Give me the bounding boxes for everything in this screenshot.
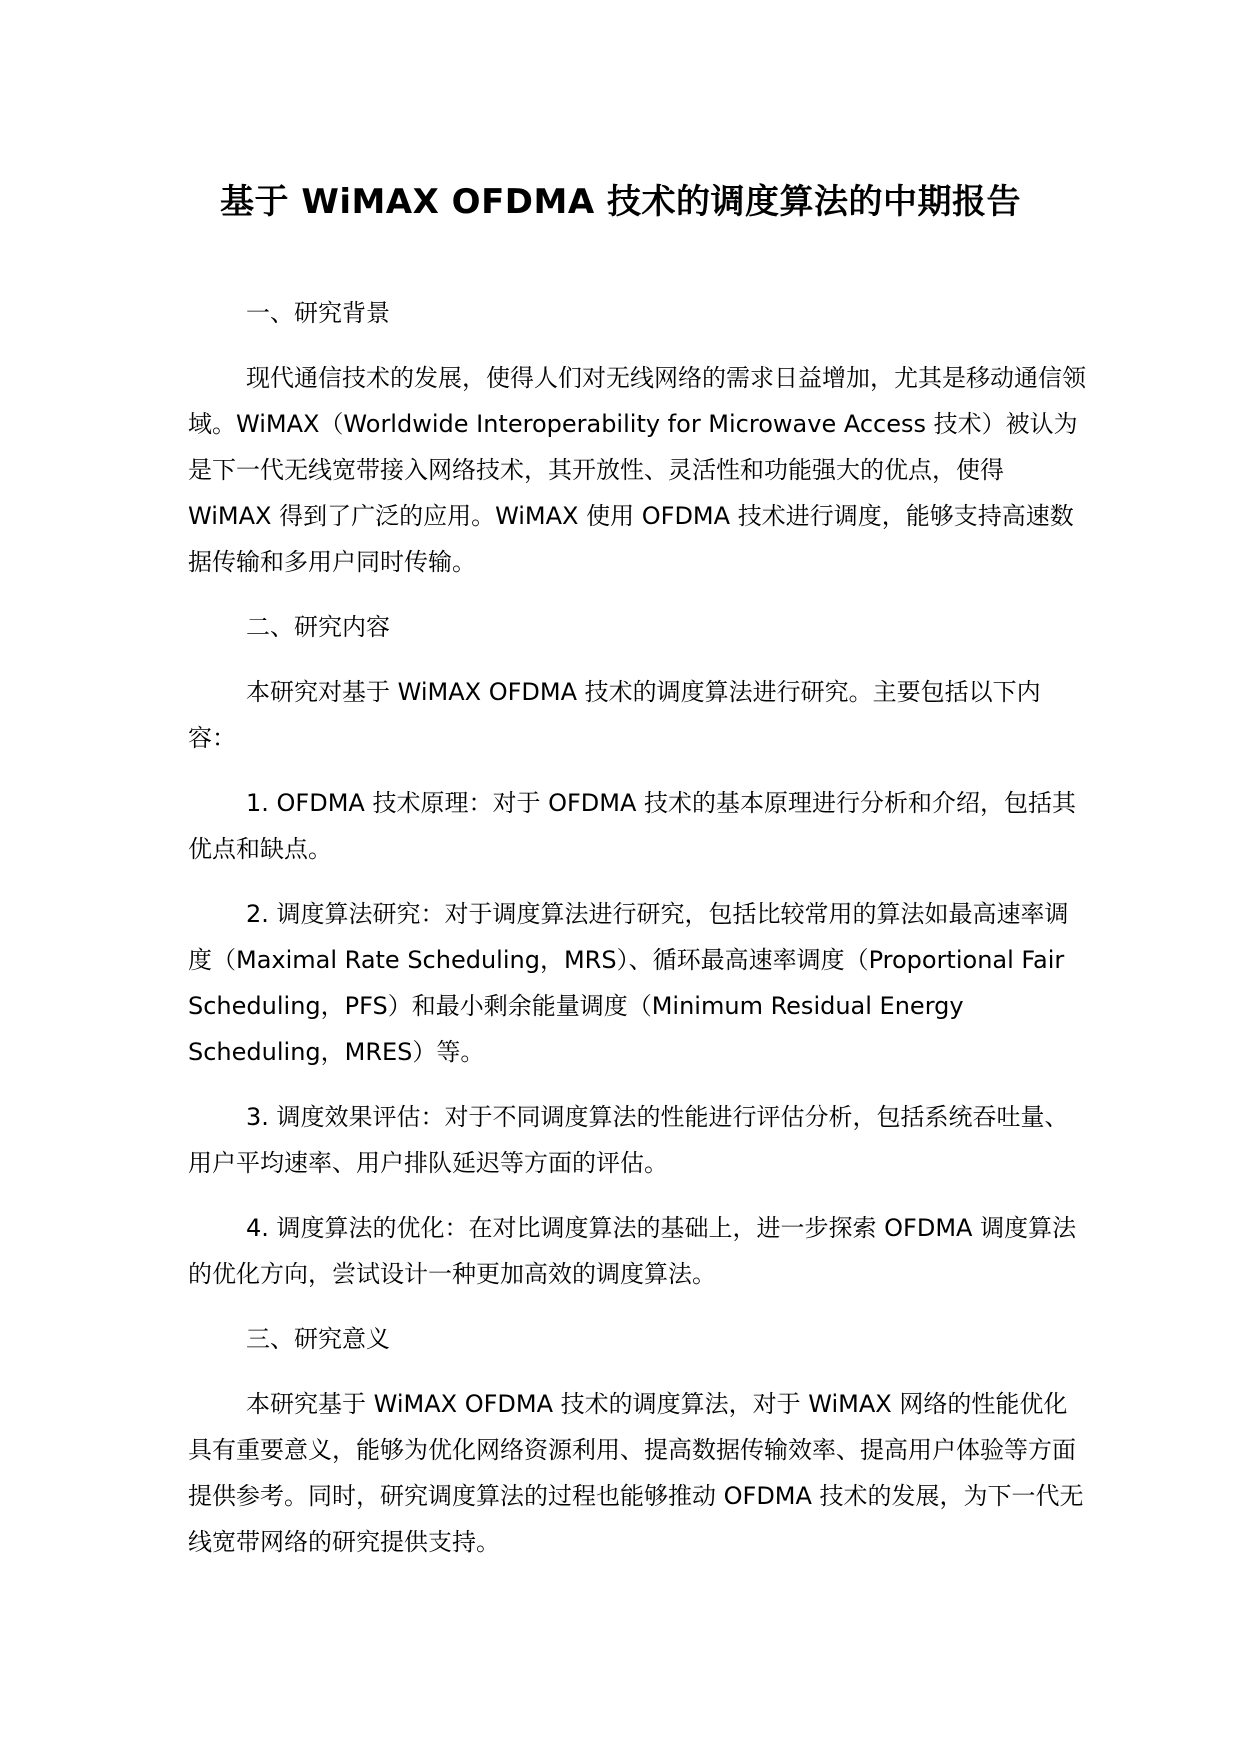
document-body (188, 290, 1088, 1584)
section-heading-content: 二、研究内容 (246, 613, 390, 641)
section-heading-significance: 三、研究意义 (246, 1325, 390, 1353)
paragraph-content-intro: 本研究对基于 WiMAX OFDMA 技术的调度算法进行研究。主要包括以下内容： (188, 678, 1041, 752)
list-item-scheduling-research: 2. 调度算法研究：对于调度算法进行研究，包括比较常用的算法如最高速率调度（Maximal Rate Scheduling，MRS）、循环最高速率调度（Proportional Fair Scheduling，PFS）和最小剩余能量调度（Minimum Residual Energy Scheduling，MRES）等。 (188, 900, 1069, 1066)
list-item-optimization: 4. 调度算法的优化：在对比调度算法的基础上，进一步探索 OFDMA 调度算法的优化方向，尝试设计一种更加高效的调度算法。 (188, 1214, 1077, 1288)
paragraph-background: 现代通信技术的发展，使得人们对无线网络的需求日益增加，尤其是移动通信领域。WiMAX（Worldwide Interoperability for Microwave Access 技术）被认为是下一代无线宽带接入网络技术，其开放性、灵活性和功能强大的优点，使得 WiMAX 得到了广泛的应用。WiMAX 使用 OFDMA 技术进行调度，能够支持高速数据传输和多用户同时传输。 (188, 364, 1086, 576)
paragraph-significance: 本研究基于 WiMAX OFDMA 技术的调度算法，对于 WiMAX 网络的性能优化具有重要意义，能够为优化网络资源利用、提高数据传输效率、提高用户体验等方面提供参考。同时，研究调度算法的过程也能够推动 OFDMA 技术的发展，为下一代无线宽带网络的研究提供支持。 (188, 1390, 1084, 1556)
list-item-ofdma-principle: 1. OFDMA 技术原理：对于 OFDMA 技术的基本原理进行分析和介绍，包括其优点和缺点。 (188, 789, 1077, 863)
section-heading-background: 一、研究背景 (246, 299, 390, 327)
document-title: 基于 WiMAX OFDMA 技术的调度算法的中期报告 (219, 182, 1022, 222)
list-item-evaluation: 3. 调度效果评估：对于不同调度算法的性能进行评估分析，包括系统吞吐量、用户平均速率、用户排队延迟等方面的评估。 (188, 1103, 1069, 1177)
